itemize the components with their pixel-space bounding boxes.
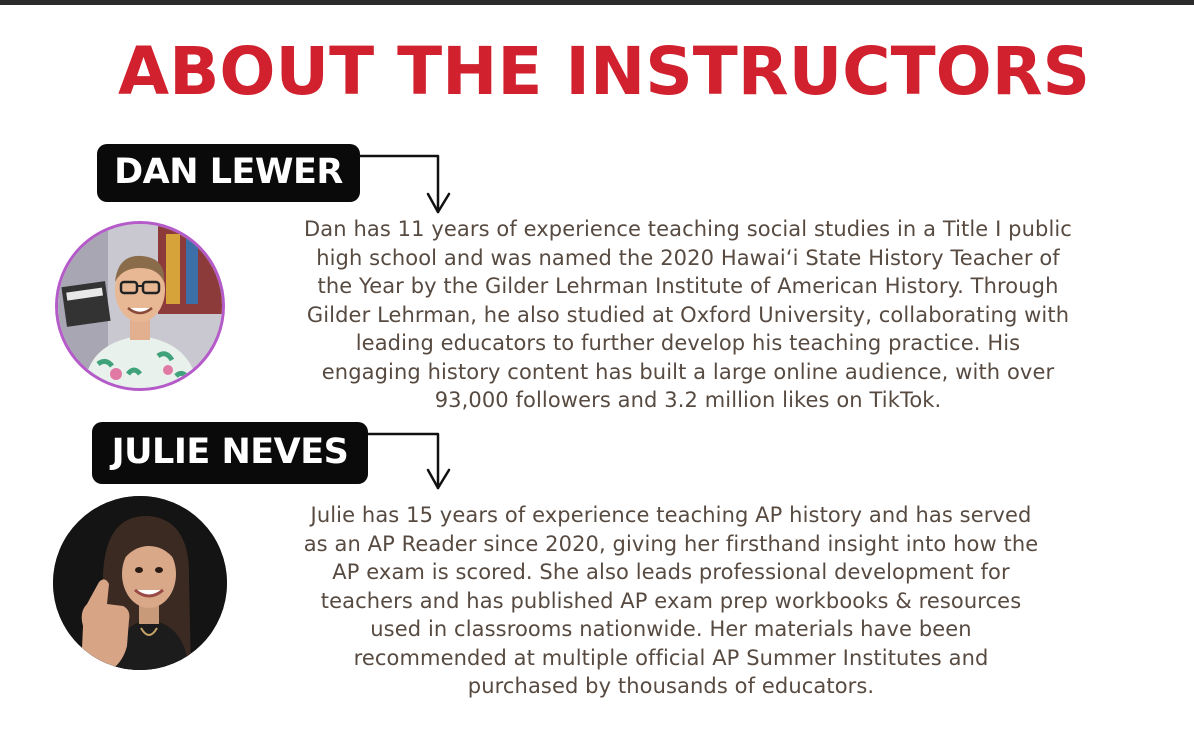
bio-line: Gilder Lehrman, he also studied at Oxford University, collaborating with (306, 302, 1070, 327)
instructor-name-badge: DAN LEWER (97, 144, 360, 202)
top-border (0, 0, 1194, 5)
bio-line: used in classrooms nationwide. Her materials have been (370, 617, 972, 641)
instructor-photo (55, 221, 225, 391)
bio-line: Julie has 15 years of experience teaching AP history and has served (310, 503, 1032, 527)
instructor-name-badge: JULIE NEVES (92, 422, 368, 484)
instructor-photo (53, 496, 227, 670)
bio-line: engaging history content has built a large online audience, with over (321, 359, 1055, 384)
down-arrow-icon (366, 428, 466, 498)
bio-line: 93,000 followers and 3.2 million likes on TikTok. (434, 388, 942, 412)
person-photo-icon (53, 496, 227, 670)
person-photo-icon (58, 224, 222, 388)
bio-line: Dan has 11 years of experience teaching social studies in a Title I public (304, 217, 1072, 241)
bio-line: high school and was named the 2020 Hawai‘i State History Teacher of (316, 245, 1060, 270)
bio-line: AP exam is scored. She also leads professional development for (332, 560, 1010, 584)
down-arrow-icon (358, 150, 458, 220)
bio-line: as an AP Reader since 2020, giving her firsthand insight into how the (303, 531, 1039, 556)
bio-line: purchased by thousands of educators. (467, 674, 875, 698)
bio-line: recommended at multiple official AP Summer Institutes and (353, 645, 989, 670)
bio-line: the Year by the Gilder Lehrman Institute of American History. Through (317, 274, 1059, 298)
instructor-bio (232, 215, 1144, 415)
page-title: ABOUT THE INSTRUCTORS (118, 33, 1091, 110)
instructor-bio (232, 501, 1110, 701)
bio-line: teachers and has published AP exam prep workbooks & resources (320, 588, 1022, 613)
bio-line: leading educators to further develop his teaching practice. His (355, 331, 1021, 355)
